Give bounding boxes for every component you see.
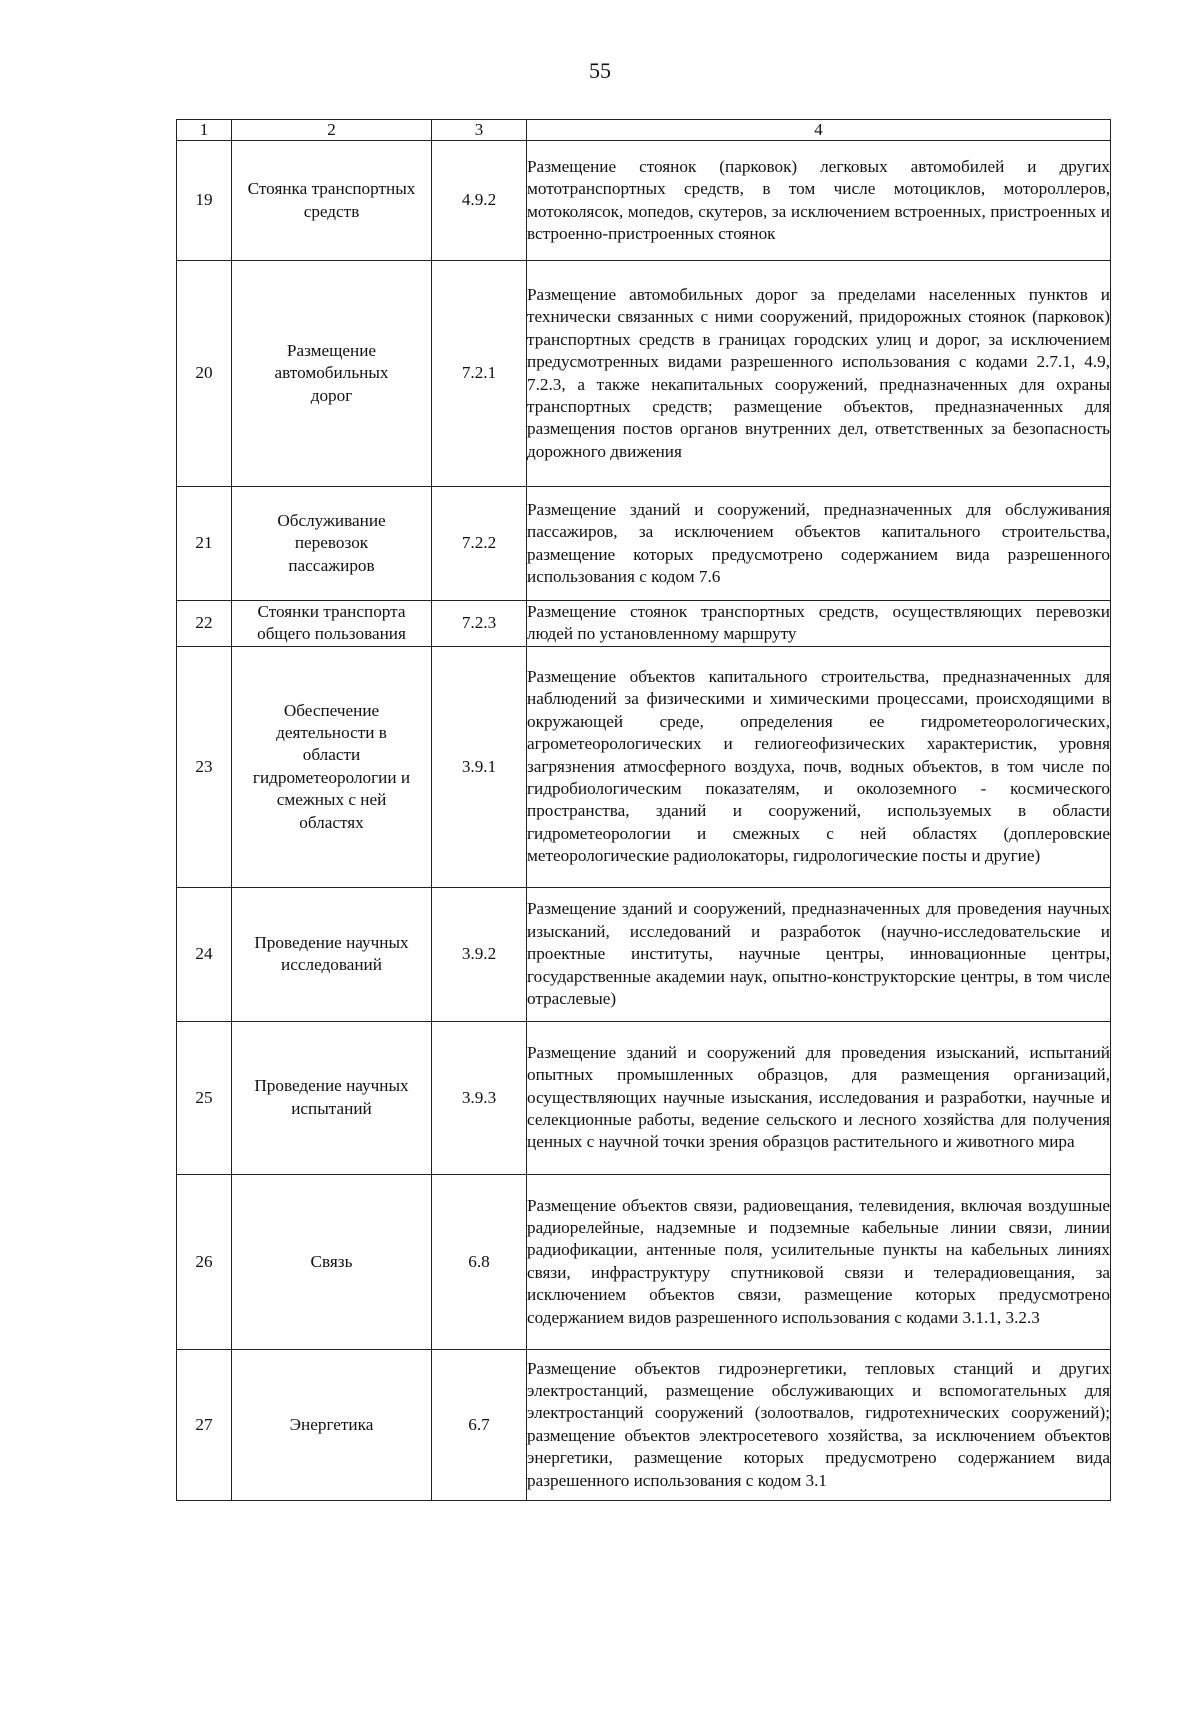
row-code: 7.2.1 [432,261,527,487]
row-number: 25 [177,1021,232,1174]
row-code: 6.7 [432,1349,527,1500]
row-code: 6.8 [432,1174,527,1349]
row-number: 24 [177,887,232,1021]
row-description: Размещение объектов связи, радиовещания, телевидения, включая воздушные радиорелейные, надземные и подземные кабельные линии связи, линии радиофикации, антенные поля, усилительные пункты на кабельных линиях связи, инфраструктуру спутниковой связи и телерадиовещания, за исключением объектов связи, размещение которых предусмотрено содержанием видов разрешенного использования с кодами 3.1.1, 3.2.3 [527,1174,1111,1349]
row-description: Размещение объектов гидроэнергетики, тепловых станций и других электростанций, размещение обслуживающих и вспомогательных для электростанций сооружений (золоотвалов, гидротехнических сооружений); размещение объектов электросетевого хозяйства, за исключением объектов энергетики, размещение которых предусмотрено содержанием вида разрешенного использования с кодом 3.1 [527,1349,1111,1500]
row-code: 7.2.3 [432,601,527,647]
row-name: Энергетика [232,1349,432,1500]
row-name: Стоянки транспорта общего пользования [232,601,432,647]
row-description: Размещение автомобильных дорог за пределами населенных пунктов и технически связанных с ними сооружений, придорожных стоянок (парковок) транспортных средств в границах городских улиц и дорог, за исключением предусмотренных видами разрешенного использования с кодами 2.7.1, 4.9, 7.2.3, а также некапитальных сооружений, предназначенных для охраны транспортных средств; размещение объектов, предназначенных для размещения постов органов внутренних дел, ответственных за безопасность дорожного движения [527,261,1111,487]
table-row [177,887,1111,1021]
row-number: 27 [177,1349,232,1500]
row-number: 26 [177,1174,232,1349]
row-description: Размещение зданий и сооружений, предназначенных для обслуживания пассажиров, за исключением объектов капитального строительства, размещение которых предусмотрено содержанием вида разрешенного использования с кодом 7.6 [527,487,1111,601]
row-name: Стоянка транспортных средств [232,141,432,261]
table-row [177,601,1111,647]
table-row [177,1021,1111,1174]
row-code: 3.9.2 [432,887,527,1021]
table-row [177,487,1111,601]
row-number: 19 [177,141,232,261]
table-row [177,1349,1111,1500]
row-number: 21 [177,487,232,601]
row-description: Размещение стоянок транспортных средств, осуществляющих перевозки людей по установленному маршруту [527,601,1111,647]
row-name: Размещение автомобильных дорог [232,261,432,487]
row-description: Размещение стоянок (парковок) легковых автомобилей и других мототранспортных средств, в том числе мотоциклов, мотороллеров, мотоколясок, мопедов, скутеров, за исключением встроенных, пристроенных и встроенно-пристроенных стоянок [527,141,1111,261]
row-name: Проведение научных испытаний [232,1021,432,1174]
row-number: 23 [177,646,232,887]
page-number: 55 [589,58,611,83]
row-number: 20 [177,261,232,487]
header-col-1: 1 [177,120,232,141]
row-number: 22 [177,601,232,647]
row-code: 3.9.1 [432,646,527,887]
table-row [177,646,1111,887]
table-row [177,261,1111,487]
row-description: Размещение зданий и сооружений для проведения изысканий, испытаний опытных промышленных образцов, для размещения организаций, осуществляющих научные изыскания, исследования и разработки, научные и селекционные работы, ведение сельского и лесного хозяйства для получения ценных с научной точки зрения образцов растительного и животного мира [527,1021,1111,1174]
table-row [177,1174,1111,1349]
row-name: Обеспечение деятельности в области гидрометеорологии и смежных с ней областях [232,646,432,887]
header-col-2: 2 [232,120,432,141]
row-name: Проведение научных исследований [232,887,432,1021]
header-col-3: 3 [432,120,527,141]
row-code: 4.9.2 [432,141,527,261]
row-name: Обслуживание перевозок пассажиров [232,487,432,601]
row-description: Размещение зданий и сооружений, предназначенных для проведения научных изысканий, исследований и разработок (научно-исследовательские и проектные институты, научные центры, инновационные центры, государственные академии наук, опытно-конструкторские центры, в том числе отраслевые) [527,887,1111,1021]
header-col-4: 4 [527,120,1111,141]
row-name: Связь [232,1174,432,1349]
row-description: Размещение объектов капитального строительства, предназначенных для наблюдений за физическими и химическими процессами, происходящими в окружающей среде, определения ее гидрометеорологических, агрометеорологических и гелиогеофизических характеристик, уровня загрязнения атмосферного воздуха, почв, водных объектов, в том числе по гидробиологическим показателям, и околоземного - космического пространства, зданий и сооружений, используемых в области гидрометеорологии и смежных с ней областях (доплеровские метеорологические радиолокаторы, гидрологические посты и другие) [527,646,1111,887]
row-code: 3.9.3 [432,1021,527,1174]
table-header-row [177,120,1111,141]
land-use-table [176,119,1111,1501]
table-row [177,141,1111,261]
row-code: 7.2.2 [432,487,527,601]
